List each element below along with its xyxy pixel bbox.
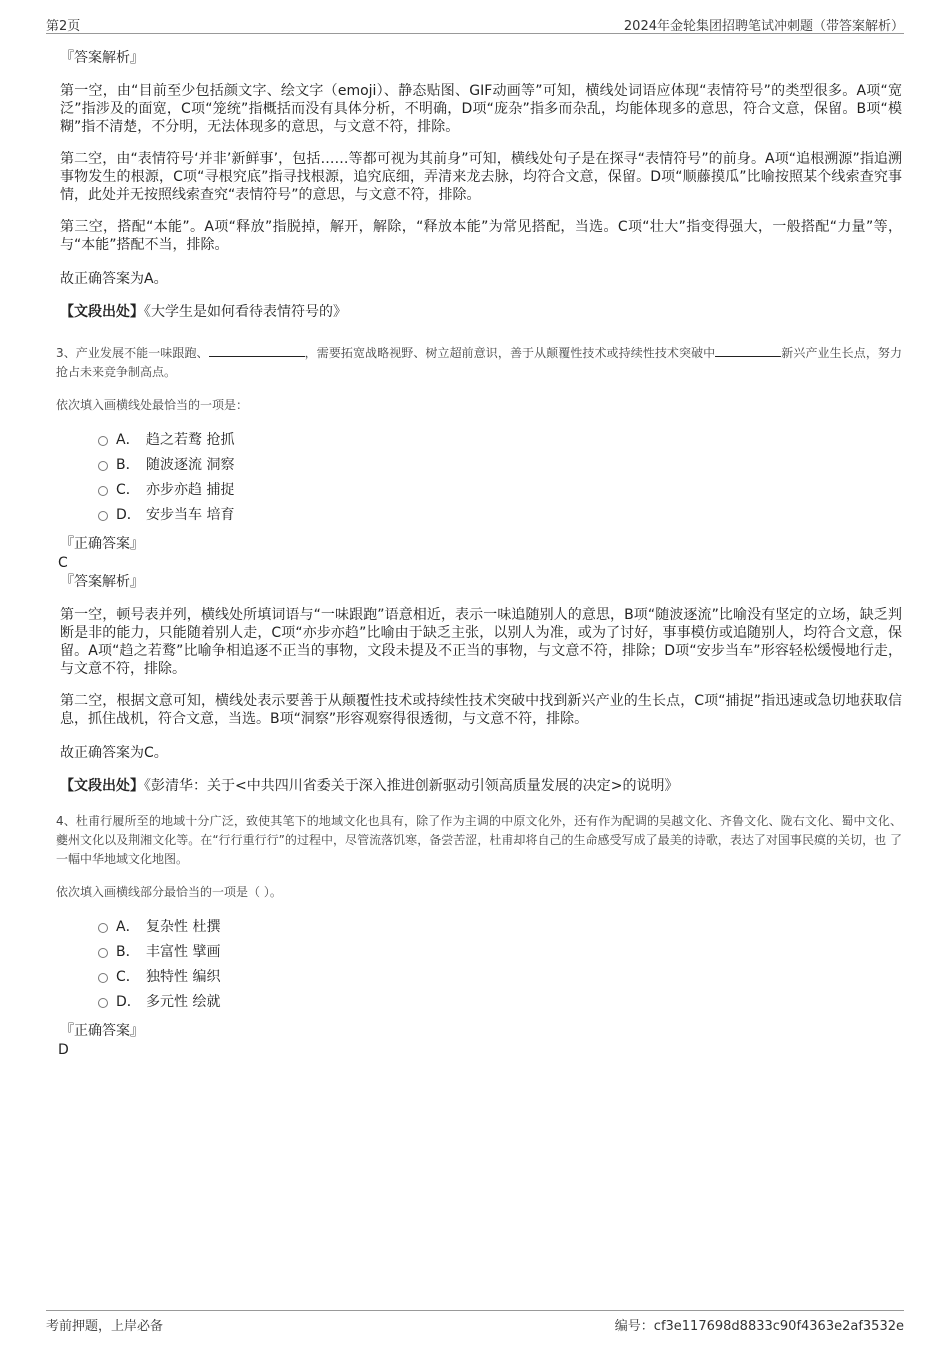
source-label: 【文段出处】 — [60, 778, 144, 794]
option-letter: B． — [116, 944, 140, 960]
page-header — [46, 13, 904, 34]
option-d[interactable] — [56, 503, 902, 528]
radio-icon[interactable] — [98, 923, 108, 933]
text-source — [60, 302, 902, 322]
option-letter: B． — [116, 457, 140, 473]
source-label: 【文段出处】 — [60, 304, 144, 320]
answer-label: 『正确答案』 — [60, 536, 144, 552]
option-b[interactable] — [56, 940, 902, 965]
analysis-paragraph: 第一空，由“目前至少包括颜文字、绘文字（emoji）、静态贴图、GIF动画等”可知，横线处词语应体现“表情符号”的类型很多。A项“宽泛”指涉及的面宽，C项“笼统”指概括而没有具体分析，不明确，D项“庞杂”指多而杂乱，均能体现多的意思，符合文意，保留。B项“模糊”指不清楚，不分明，无法体现多的意思，与文意不符，排除。 — [60, 83, 902, 135]
option-a[interactable] — [56, 915, 902, 940]
page-number: 第2页 — [46, 19, 81, 34]
correct-answer: C — [58, 555, 68, 571]
fill-blank — [715, 344, 781, 357]
document-id: 编号：cf3e117698d8833c90f4363e2af3532e — [614, 1319, 904, 1334]
option-text: 安步当车 培育 — [146, 507, 235, 523]
radio-icon[interactable] — [98, 973, 108, 983]
question-instruction: 依次填入画横线部分最恰当的一项是（ ）。 — [56, 885, 282, 899]
option-letter: A． — [116, 919, 140, 935]
radio-icon[interactable] — [98, 436, 108, 446]
question-3 — [56, 344, 902, 796]
radio-icon[interactable] — [98, 486, 108, 496]
option-text: 独特性 编织 — [146, 969, 221, 985]
page-footer — [46, 1310, 904, 1335]
analysis-paragraph: 第一空，顿号表并列，横线处所填词语与“一味跟跑”语意相近，表示一味追随别人的意思，B项“随波逐流”比喻没有坚定的立场，缺乏判断是非的能力，只能随着别人走，C项“亦步亦趋”比喻由于缺乏主张，以别人为准，或为了讨好，事事模仿或追随别人，均符合文意，保留。A项“趋之若鹜”比喻争相追逐不正当的事物，文段未提及不正当的事物，与文意不符，排除；D项“安步当车”形容轻松缓慢地行走，与文意不符，排除。 — [60, 607, 902, 677]
correct-answer: D — [58, 1042, 69, 1058]
answer-label: 『正确答案』 — [60, 1023, 144, 1039]
option-letter: D． — [116, 994, 141, 1010]
option-d[interactable] — [56, 990, 902, 1015]
options-list — [56, 428, 902, 528]
document-title: 2024年金轮集团招聘笔试冲刺题（带答案解析） — [623, 19, 904, 34]
option-c[interactable] — [56, 965, 902, 990]
option-text: 复杂性 杜撰 — [146, 919, 221, 935]
option-text: 随波逐流 洞察 — [146, 457, 235, 473]
question-text: 4、杜甫行履所至的地域十分广泛，致使其笔下的地域文化也具有，除了作为主调的中原文化外，还有作为配调的吴越文化、齐鲁文化、陇右文化、蜀中文化、夔州文化以及荆湘文化等。在“行行重行行”的过程中，尽管流落饥寒，备尝苦涩，杜甫却将自己的生命感受写成了最美的诗歌，表达了对国事民瘼的关切，也 了一幅中华地域文化地图。 — [56, 814, 902, 866]
source-text: 《彭清华：关于<中共四川省委关于深入推进创新驱动引领高质量发展的决定>的说明》 — [144, 778, 679, 794]
question-text-part: ，需要拓宽战略视野、树立超前意识，善于从颠覆性技术或持续性技术突破中 — [304, 346, 716, 360]
source-text: 《大学生是如何看待表情符号的》 — [144, 304, 347, 320]
radio-icon[interactable] — [98, 511, 108, 521]
option-text: 趋之若鹜 抢抓 — [146, 432, 235, 448]
option-text: 丰富性 擘画 — [146, 944, 221, 960]
option-letter: A． — [116, 432, 140, 448]
radio-icon[interactable] — [98, 948, 108, 958]
option-c[interactable] — [56, 478, 902, 503]
options-list — [56, 915, 902, 1015]
conclusion: 故正确答案为C。 — [60, 745, 168, 761]
analysis-paragraph: 第二空，根据文意可知，横线处表示要善于从颠覆性技术或持续性技术突破中找到新兴产业的生长点，C项“捕捉”指迅速或急切地获取信息，抓住战机，符合文意，当选。B项“洞察”形容观察得很透彻，与文意不符，排除。 — [60, 693, 902, 727]
question-instruction: 依次填入画横线处最恰当的一项是： — [56, 398, 249, 412]
question-text — [56, 344, 902, 382]
analysis-label: 『答案解析』 — [60, 50, 144, 66]
question-text-part: 3、产业发展不能一味跟跑、 — [56, 346, 209, 360]
question-4 — [56, 812, 902, 1059]
analysis-paragraph: 第三空，搭配“本能”。A项“释放”指脱掉，解开，解除，“释放本能”为常见搭配，当选。C项“壮大”指变得强大，一般搭配“力量”等，与“本能”搭配不当，排除。 — [60, 219, 902, 253]
q2-analysis — [56, 48, 902, 322]
option-letter: D． — [116, 507, 141, 523]
radio-icon[interactable] — [98, 461, 108, 471]
option-letter: C． — [116, 969, 140, 985]
analysis-paragraph: 第二空，由“表情符号‘并非’新鲜事’，包括……等都可视为其前身”可知，横线处句子是在探寻“表情符号”的前身。A项“追根溯源”指追溯事物发生的根源，C项“寻根究底”指寻找根源，追究底细，弄清来龙去脉，均符合文意，保留。D项“顺藤摸瓜”比喻按照某个线索查究事情，此处并无按照线索查究“表情符号”的意思，与文意不符，排除。 — [60, 151, 902, 203]
text-source — [60, 776, 902, 796]
option-text: 多元性 绘就 — [146, 994, 221, 1010]
document-body — [56, 44, 902, 1059]
fill-blank — [209, 344, 305, 357]
option-letter: C． — [116, 482, 140, 498]
option-a[interactable] — [56, 428, 902, 453]
footer-slogan: 考前押题，上岸必备 — [46, 1319, 164, 1334]
question-text-part: 新兴产业生长点，努力抢占未来竞争制高点。 — [56, 346, 902, 379]
analysis-label: 『答案解析』 — [60, 574, 144, 590]
option-b[interactable] — [56, 453, 902, 478]
conclusion: 故正确答案为A。 — [60, 271, 168, 287]
radio-icon[interactable] — [98, 998, 108, 1008]
option-text: 亦步亦趋 捕捉 — [146, 482, 235, 498]
